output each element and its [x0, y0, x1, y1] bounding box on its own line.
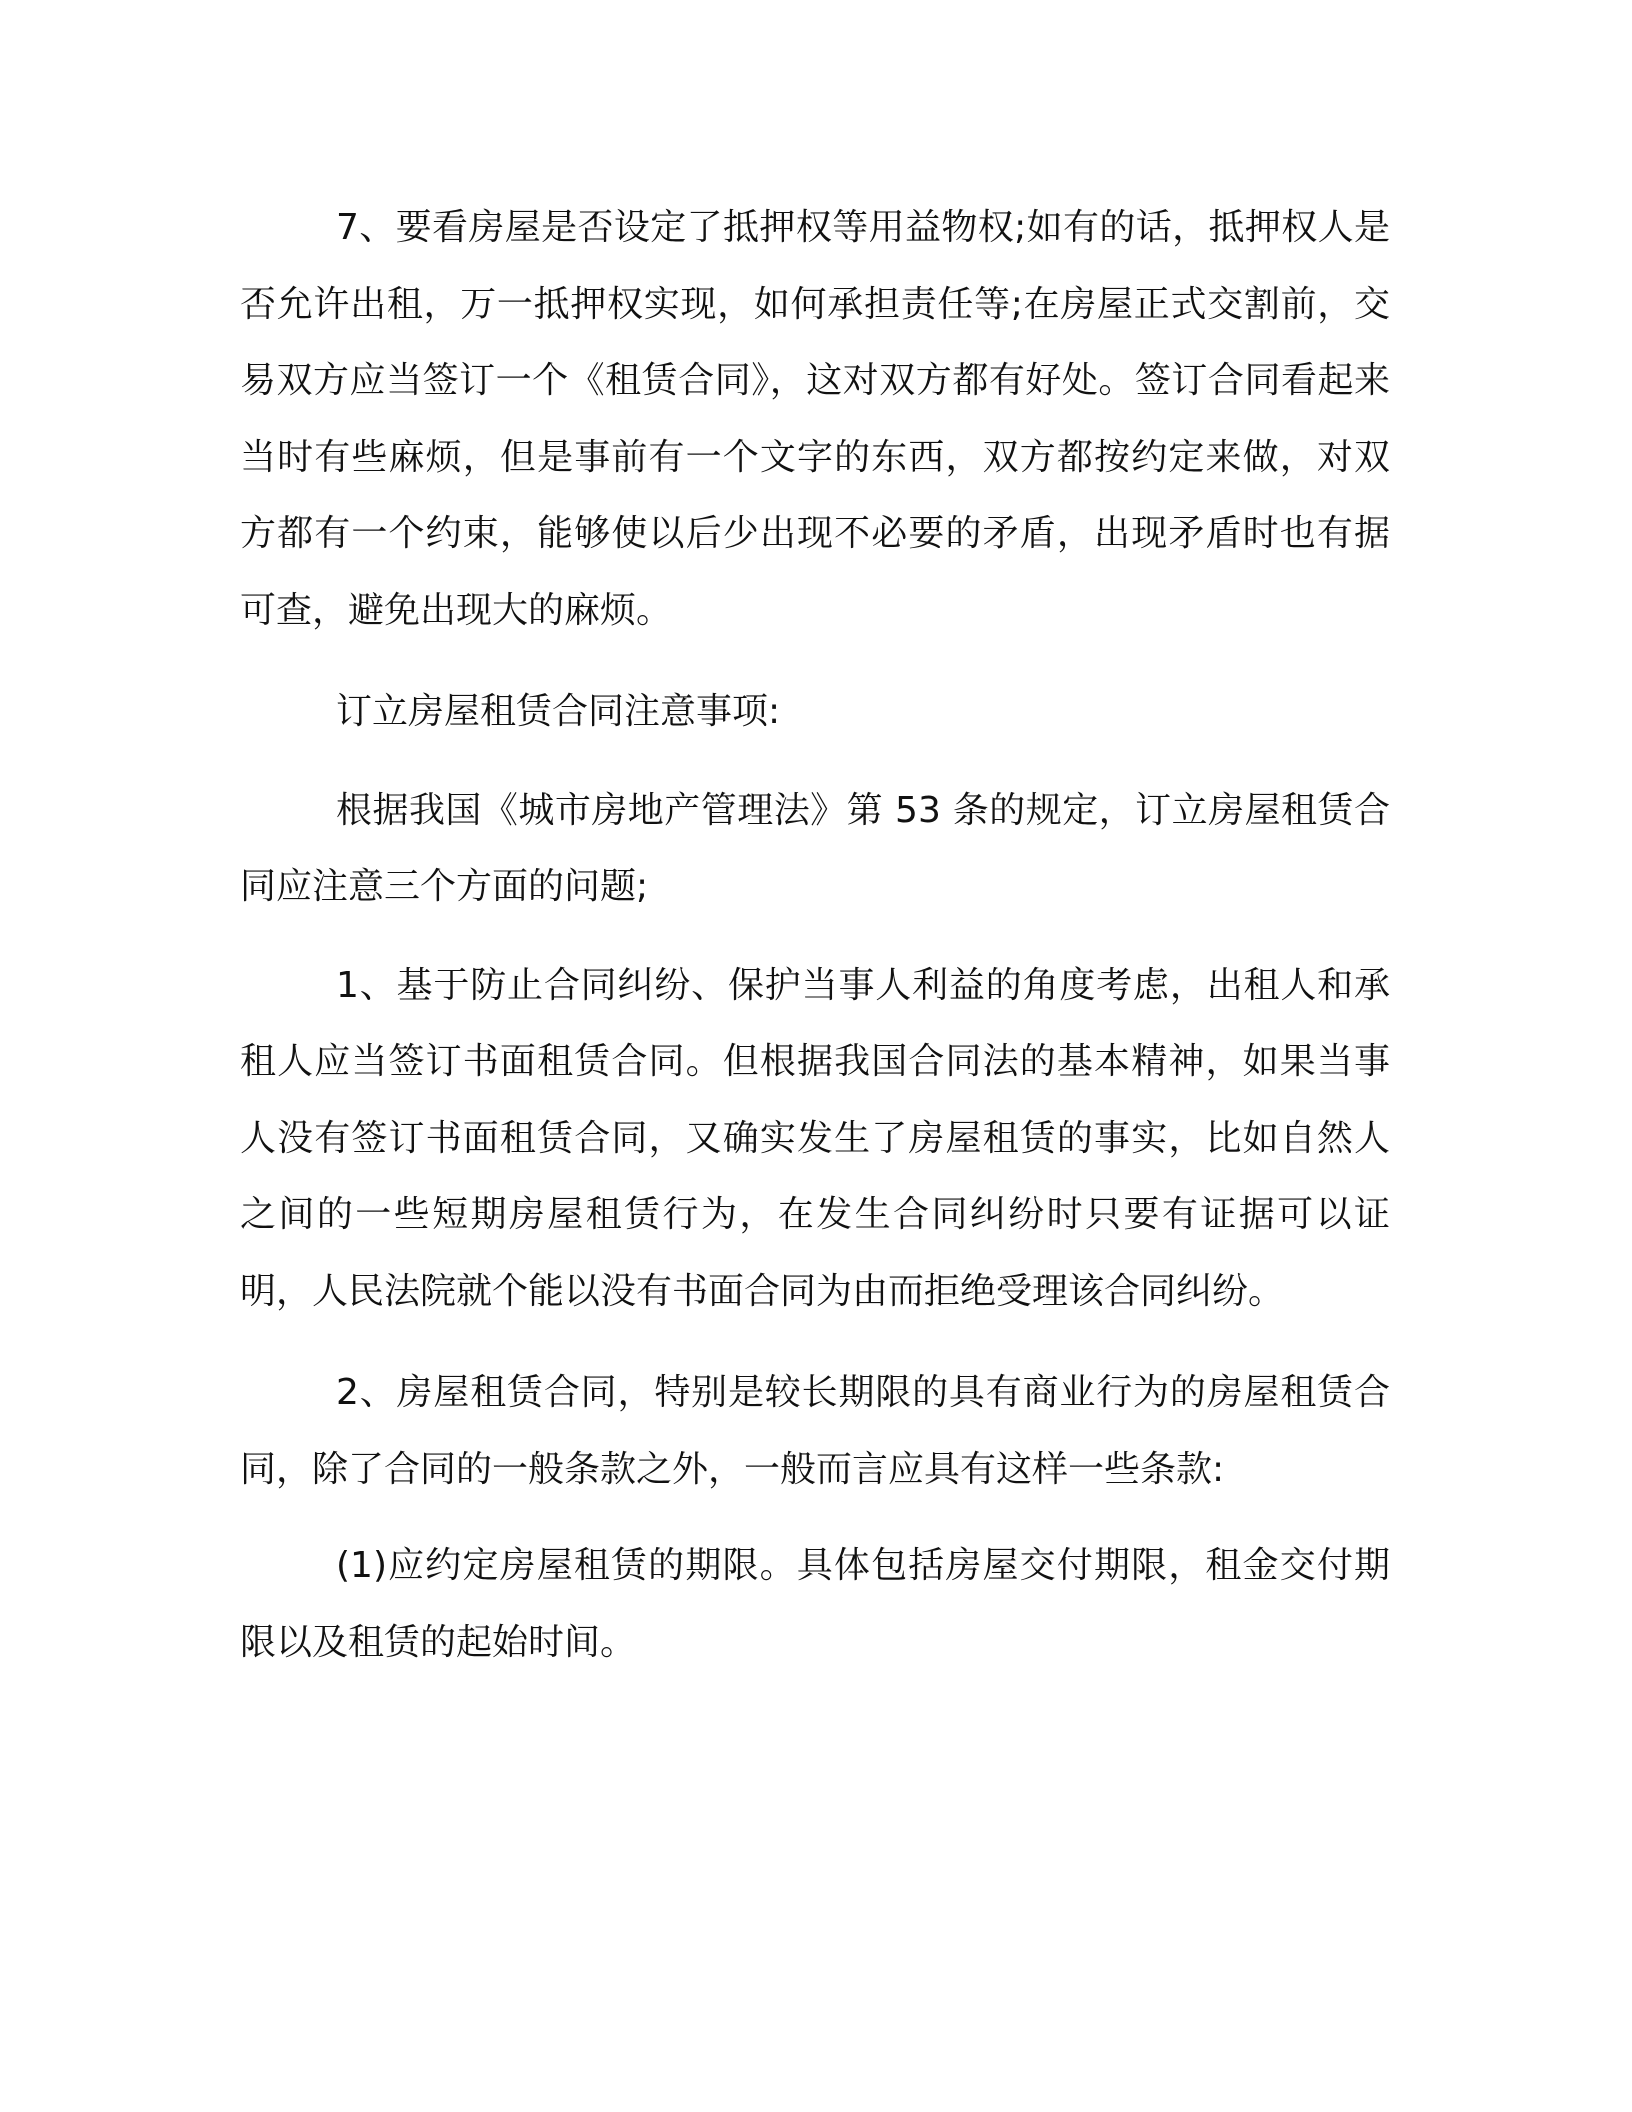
paragraph-legal-basis: 根据我国《城市房地产管理法》第 53 条的规定，订立房屋租赁合同应注意三个方面的问题; [240, 789, 1390, 907]
paragraph-item-1: 1、基于防止合同纠纷、保护当事人利益的角度考虑，出租人和承租人应当签订书面租赁合同。但根据我国合同法的基本精神，如果当事人没有签订书面租赁合同，又确实发生了房屋租赁的事实，比如自然人之间的一些短期房屋租赁行为，在发生合同纠纷时只要有证据可以证明，人民法院就个能以没有书面合同为由而拒绝受理该合同纠纷。 [240, 964, 1390, 1312]
document-page [240, 190, 1390, 1681]
paragraph-subitem-1: (1)应约定房屋租赁的期限。具体包括房屋交付期限，租金交付期限以及租赁的起始时间。 [240, 1545, 1390, 1663]
paragraph-mortgage-check: 7、要看房屋是否设定了抵押权等用益物权;如有的话，抵押权人是否允许出租，万一抵押权实现，如何承担责任等;在房屋正式交割前，交易双方应当签订一个《租赁合同》，这对双方都有好处。签订合同看起来当时有些麻烦，但是事前有一个文字的东西，双方都按约定来做，对双方都有一个约束，能够使以后少出现不必要的矛盾，出现矛盾时也有据可查，避免出现大的麻烦。 [240, 207, 1390, 631]
section-heading-lease-notes: 订立房屋租赁合同注意事项: [336, 691, 781, 732]
paragraph-item-2: 2、房屋租赁合同，特别是较长期限的具有商业行为的房屋租赁合同，除了合同的一般条款之外，一般而言应具有这样一些条款: [240, 1372, 1390, 1490]
